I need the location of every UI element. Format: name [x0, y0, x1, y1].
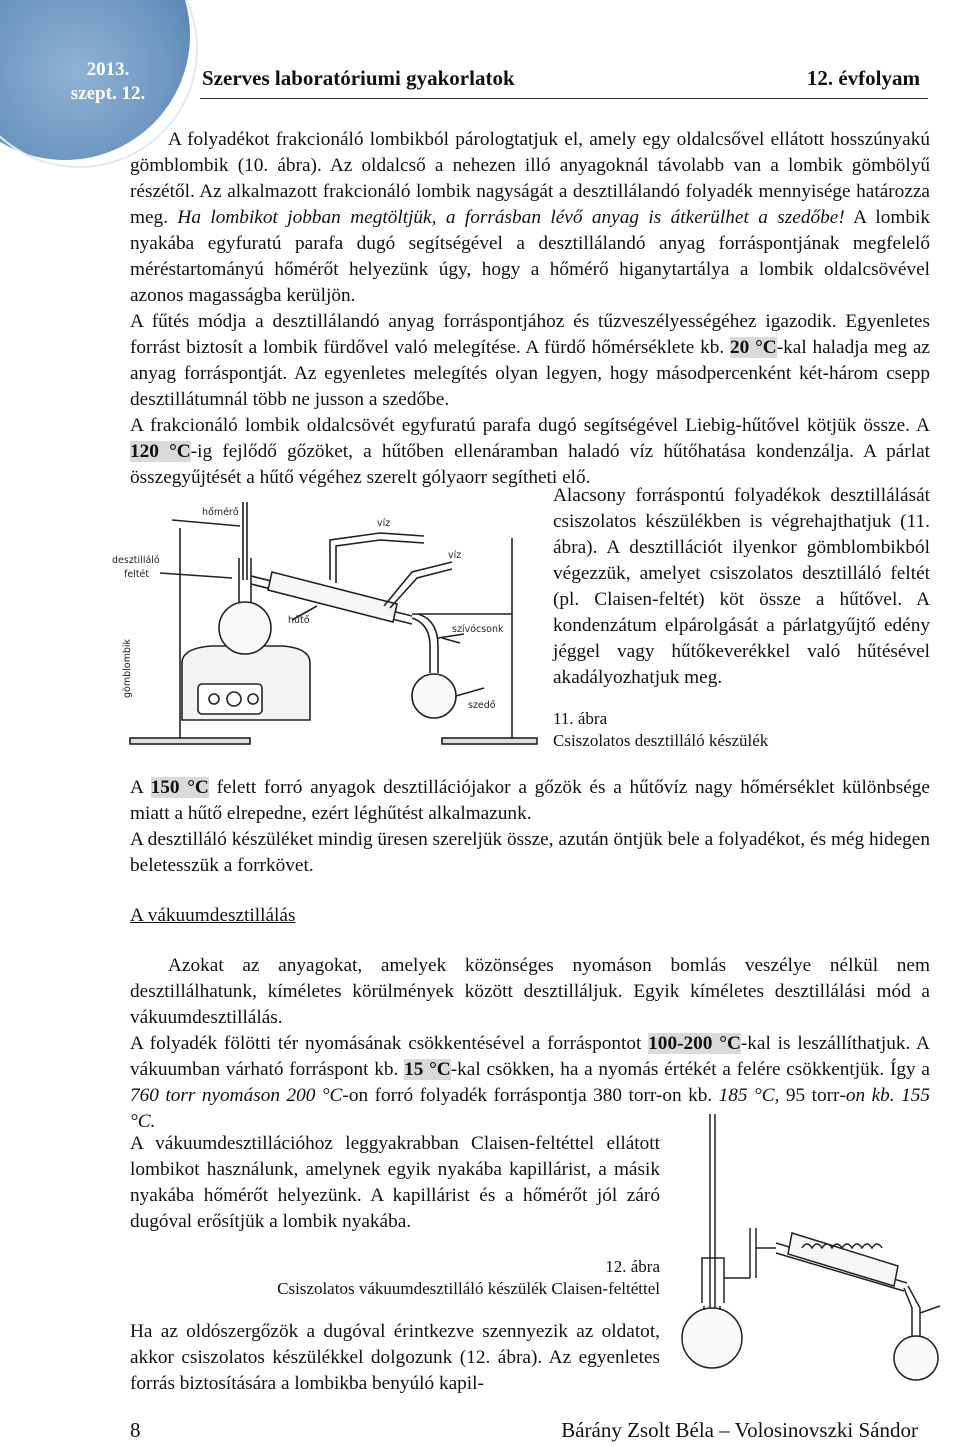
header-date: [58, 58, 158, 106]
p4-highlight: 150 °C: [150, 777, 209, 798]
p2-highlight: 20 °C: [730, 337, 777, 358]
figure-11-distillation-apparatus: [112, 488, 542, 750]
p7-text-c: -kal csökken, ha a nyomás értékét a felére csökkentjük. Így a: [450, 1059, 930, 1080]
label-homero: hőmérő: [202, 507, 239, 518]
figure-12-title: Csiszolatos vákuumdesztilláló készülék Claisen-feltéttel: [277, 1279, 660, 1298]
figure-12-caption: [240, 1256, 660, 1300]
p3-text-b: -ig fejlődő gőzöket, a hűtőben ellenáramban haladó víz hűtőhatása kondenzálja. A párlat összegyűjtését a hűtő végéhez szerelt gólyaorr segítheti elő.: [130, 441, 930, 488]
side-paragraph: Alacsony forráspontú folyadékok desztillálását csiszolatos készülékben is végrehajthatjuk (11. ábra). A desztillációt ilyenkor gömblombikból végezzük, amelyet csiszolatos desztilláló feltét (pl. Claisen-feltét) köt össze a hűtővel. A kondenzátum elpárolgását a párlatgyűjtő edény jéggel vagy hűtőkeverékkel való hűtésével akadályozhatjuk meg.: [553, 485, 930, 688]
p1-sentence-3: A lombik nyakába egyfuratú parafa dugó segítségével a desztillálandó anyag forráspontjának megfelelő méréstartományú hőmérőt helyezünk úgy, hogy a hőmérő higanytartálya a lombik oldalcsövével azonos magasságba kerüljön.: [130, 207, 930, 306]
p7-text-e: 95 torr: [779, 1085, 840, 1106]
section-title: A vákuumdesztillálás: [130, 905, 296, 926]
label-szedo: szedő: [468, 700, 496, 711]
p7-text-d: -on forró folyadék forráspontja 380 torr-on kb.: [342, 1085, 719, 1106]
p7-text-a: A folyadék fölötti tér nyomásának csökkentésével a forráspontot: [130, 1033, 649, 1054]
paragraph-6: [130, 953, 930, 1031]
p3-text-a: A frakcionáló lombik oldalcsövét egyfuratú parafa dugó segítségével Liebig-hűtővel kötjük össze. A: [130, 415, 930, 436]
p2-text-a: A fűtés módja a desztillálandó anyag forráspontjához és tűzveszélyességéhez igazodik. Egyenletes forrást biztosít a lombik fürdővel való melegítése. A fürdő hőmérséklete kb.: [130, 311, 930, 358]
paragraph-3: [130, 413, 930, 491]
paragraph-9: Ha az oldószergőzök a dugóval érintkezve szennyezik az oldatot, akkor csiszolatos készülékkel dolgozunk (12. ábra). Az egyenletes forrás biztosítására a lombikba benyúló kapil-: [130, 1321, 660, 1394]
p7-italic-2: 185 °C,: [718, 1085, 780, 1106]
footer-authors: Bárány Zsolt Béla – Volosinovszki Sándor: [561, 1418, 918, 1442]
p7-highlight-1: 100-200 °C: [648, 1033, 741, 1054]
p1-sentence-1: A folyadékot frakcionáló lombikból párologtatjuk el, amely egy oldalcsővel ellátott hosszúnyakú gömblombik (10. ábra). Az oldalcső a nehezen illó anyagoknál távolabb van a lombik gömbölyű részétől. Az alkalmazott frakcionáló lombik nagyságát a desztillálandó folyadék mennyisége határozza meg.: [130, 129, 930, 228]
header-date-line1: 2013.: [86, 59, 130, 80]
p6-text: Azokat az anyagokat, amelyek közönséges nyomáson bomlás veszélye nélkül nem desztillálhatunk, kíméletes körülmények között desztilláljuk. Egyik kíméletes desztillálási mód a vákuumdesztillálás.: [130, 955, 930, 1028]
header-rule: [200, 98, 928, 99]
label-gomblombik: gömblombik: [122, 638, 133, 698]
p4-text-b: felett forró anyagok desztillációjakor a gőzök és a hűtővíz nagy hőmérséklet különbsége miatt a hűtő elrepedne, ezért léghűtést alkalmazunk.: [130, 777, 930, 824]
p2-text-b: -kal haladja meg az anyag forráspontját. Az egyenletes melegítés olyan legyen, hogy másodpercenként két-három csepp desztillátumnál több ne jusson a szedőbe.: [130, 337, 930, 410]
paragraph-8: A vákuumdesztillációhoz leggyakrabban Claisen-feltéttel ellátott lombikot használunk, amelynek egyik nyakába kapillárist, a másik nyakába hőmérőt helyezünk. A kapillárist és a hőmérőt jól záró dugóval erősítjük a lombik nyakába.: [130, 1133, 660, 1232]
label-viz-1: víz: [377, 518, 391, 529]
header-date-line2: szept. 12.: [70, 83, 146, 104]
p7-highlight-2: 15 °C: [404, 1059, 451, 1080]
label-huto: hűtő: [288, 615, 310, 626]
p3-highlight: 120 °C: [130, 441, 191, 462]
paragraph-5: A desztilláló készüléket mindig üresen szereljük össze, azután öntjük bele a folyadékot, és még hidegen beletesszük a forrkövet.: [130, 829, 930, 876]
p1-warning: Ha lombikot jobban megtöltjük, a forrásban lévő anyag is átkerülhet a szedőbe!: [177, 207, 845, 228]
header-year: 12. évfolyam: [806, 66, 920, 90]
label-feltet-1: desztilláló: [112, 555, 160, 566]
p4-text-a: A: [130, 777, 151, 798]
p7-italic-1: 760 torr nyomáson 200 °C: [130, 1085, 343, 1106]
paragraph-4: [130, 775, 930, 827]
figure-12-vacuum-apparatus: [672, 1108, 950, 1408]
figure-11-caption: [553, 708, 768, 752]
page-number: 8: [130, 1418, 141, 1442]
label-feltet-2: feltét: [124, 569, 150, 580]
label-viz-2: víz: [448, 550, 462, 561]
figure-11-title: Csiszolatos desztilláló készülék: [553, 731, 769, 750]
paragraph-1: [130, 127, 930, 309]
figure-12-number: 12. ábra: [605, 1257, 660, 1276]
p7-italic-3: -on kb. 155 °C.: [130, 1085, 931, 1132]
p7-text-b: -kal is leszállíthatjuk. A vákuumban várható forráspont kb.: [130, 1033, 930, 1080]
paragraph-2: [130, 309, 930, 413]
figure-11-number: 11. ábra: [553, 709, 608, 728]
label-szivocsonk: szívócsonk: [452, 624, 504, 635]
header-title: Szerves laboratóriumi gyakorlatok: [202, 66, 515, 90]
